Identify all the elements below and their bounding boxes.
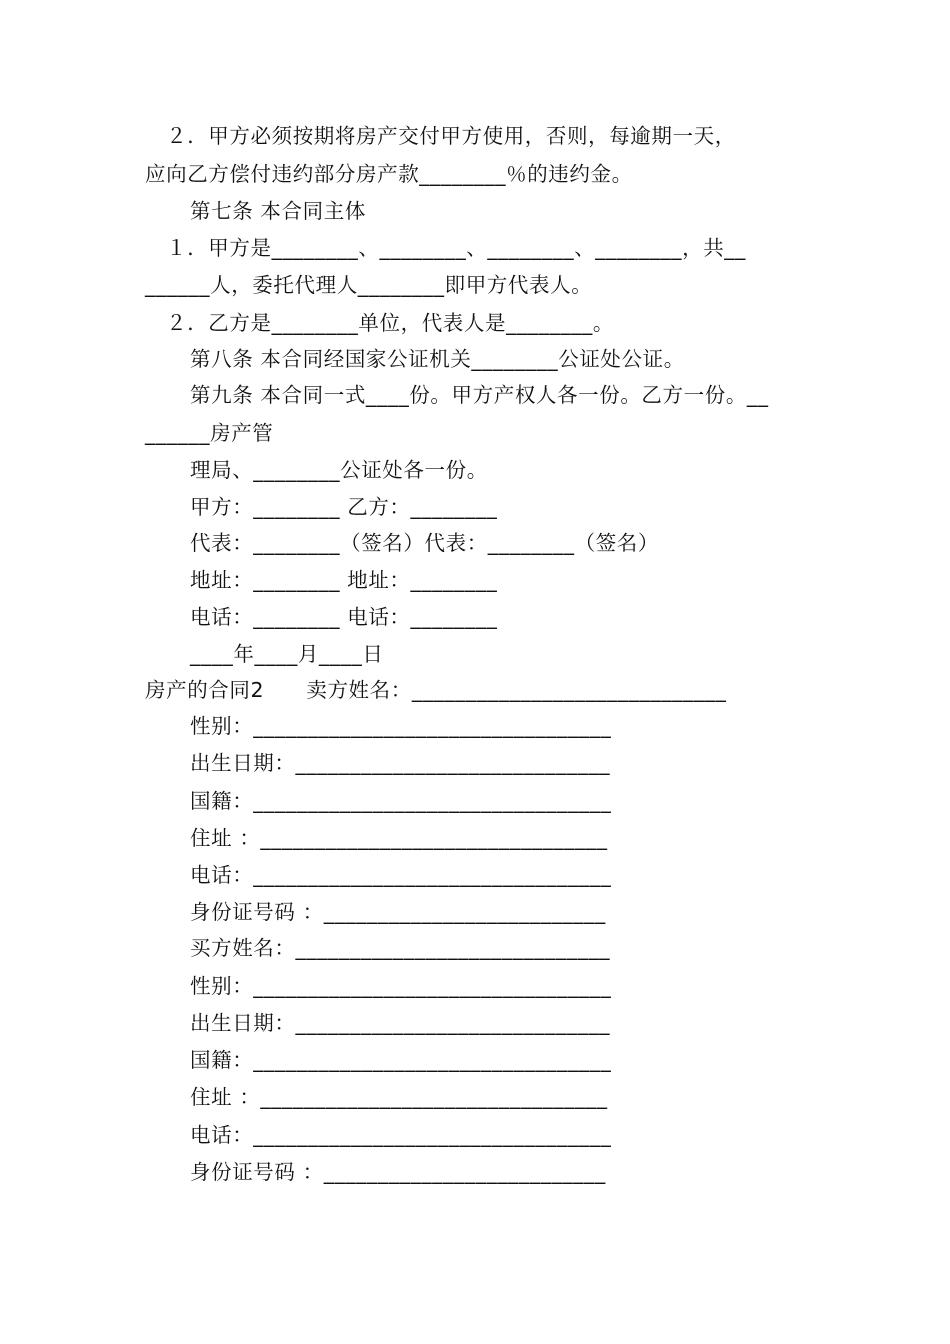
buyer-phone: 电话：_________________________________: [190, 1123, 612, 1147]
buyer-id-number: 身份证号码 ：__________________________: [190, 1160, 606, 1184]
clause-7-heading: 第七条 本合同主体: [190, 199, 366, 223]
party-signature-row: 甲方：________ 乙方：________: [190, 495, 498, 519]
clause-9-line-1: 第九条 本合同一式____份。甲方产权人各一份。乙方一份。__: [190, 383, 769, 407]
address-row: 地址：________ 地址：________: [190, 568, 498, 592]
phone-row: 电话：________ 电话：________: [190, 605, 498, 629]
buyer-name: 买方姓名：_____________________________: [190, 936, 611, 960]
clause-7-item-1-line-1: １．甲方是________、________、________、________，共__: [145, 236, 746, 260]
seller-nationality: 国籍：_________________________________: [190, 789, 612, 813]
seller-birth-date: 出生日期：_____________________________: [190, 751, 611, 775]
seller-id-number: 身份证号码 ：__________________________: [190, 900, 606, 924]
seller-gender: 性别：_________________________________: [190, 714, 612, 738]
buyer-gender: 性别：_________________________________: [190, 974, 612, 998]
buyer-nationality: 国籍：_________________________________: [190, 1048, 612, 1072]
contract-2-title-seller-name: 房产的合同2 卖方姓名：_____________________________: [145, 678, 727, 702]
clause-7-item-1-line-2: ______人，委托代理人________即甲方代表人。: [145, 273, 593, 297]
clause-6-item-2-line-1: ２．甲方必须按期将房产交付甲方使用，否则，每逾期一天，: [145, 124, 736, 148]
clause-9-line-2: ______房产管: [145, 421, 274, 445]
buyer-birth-date: 出生日期：_____________________________: [190, 1011, 611, 1035]
seller-phone: 电话：_________________________________: [190, 863, 612, 887]
seller-address: 住址 ：________________________________: [190, 826, 608, 850]
representative-signature-row: 代表：________（签名）代表：________（签名）: [190, 531, 659, 555]
clause-6-item-2-line-2: 应向乙方偿付违约部分房产款________％的违约金。: [145, 162, 633, 186]
buyer-address: 住址 ：________________________________: [190, 1085, 608, 1109]
clause-7-item-2: ２．乙方是________单位，代表人是________。: [145, 311, 614, 335]
clause-9-line-3: 理局、________公证处各一份。: [190, 458, 488, 482]
date-row: ____年____月____日: [190, 642, 384, 666]
clause-8: 第八条 本合同经国家公证机关________公证处公证。: [190, 347, 685, 371]
